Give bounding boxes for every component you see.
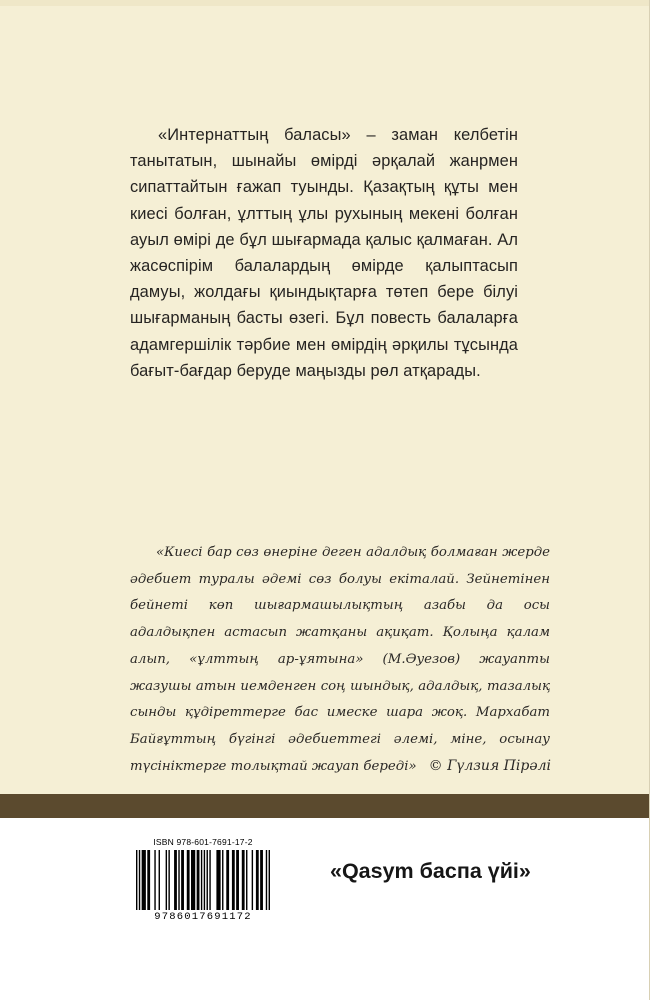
barcode-bar	[142, 850, 146, 910]
barcode-bar	[187, 850, 190, 910]
barcode-bar	[232, 850, 235, 910]
barcode-digits: 9786017691172	[154, 911, 252, 923]
barcode-bar	[159, 850, 160, 910]
barcode-bar	[139, 850, 140, 910]
barcode-bar	[201, 850, 202, 910]
barcode-bar	[260, 850, 263, 910]
barcode-bars	[136, 850, 270, 910]
barcode-bar	[246, 850, 247, 910]
barcode-bar	[216, 850, 220, 910]
barcode-bar	[242, 850, 245, 910]
barcode-bar	[236, 850, 239, 910]
barcode-bar	[168, 850, 169, 910]
lower-panel	[0, 818, 650, 1000]
barcode-bar	[252, 850, 253, 910]
barcode-bar	[226, 850, 229, 910]
barcode-bar	[174, 850, 177, 910]
top-band	[0, 0, 650, 6]
barcode-bar	[154, 850, 155, 910]
barcode-bar	[222, 850, 223, 910]
isbn-barcode	[128, 836, 278, 924]
barcode-bar	[207, 850, 208, 910]
barcode-bar	[266, 850, 267, 910]
barcode-bar	[209, 850, 210, 910]
barcode-bar	[178, 850, 179, 910]
publisher-name: «Qasym баспа үйі»	[330, 859, 531, 883]
book-description: «Интернаттың баласы» – заман келбетін танытатын, шынайы өмірді әрқалай жанрмен сипаттайтын ғажап туынды. Қазақтың құты мен киесі болған, ұлттың ұлы рухының мекені болған ауыл өмірі де бұл шығармада қалыс қалмаған. Ал жасөспірім балалардың өмірде қалыптасып дамуы, жолдағы қиындықтарға төтеп бере білуі шығарманың басты өзегі. Бұл повесть балаларға адамгершілік тәрбие мен өмірдің әрқилы тұсында бағыт-бағдар беруде маңызды рөл атқарады.	[130, 126, 518, 380]
barcode-bar	[181, 850, 184, 910]
barcode-bar	[191, 850, 195, 910]
isbn-label: ISBN 978-601-7691-17-2	[153, 837, 253, 847]
quote-author: © Гүлзия Пірәлі	[428, 758, 551, 774]
barcode-bar	[269, 850, 270, 910]
barcode-bar	[197, 850, 200, 910]
review-quote: «Киесі бар сөз өнеріне деген адалдық болмаған жерде әдебиет туралы әдемі сөз болуы екіталай. Зейнетінен бейнеті көп шығармашылықтың азабы да осы адалдықпен астасып жатқаны ақиқат. Қолыңа қалам алып, «ұлттың ар-ұятына» (М.Әуезов) жауапты жазушы атын иемденген соң шындық, адалдық, тазалық сынды құдіреттерге бас имеске шара жоқ. Мархабат Байғұттың бүгінгі әдебиеттегі әлемі, міне, осынау түсініктерге толықтай жауап береді»	[130, 545, 550, 774]
barcode-bar	[166, 850, 167, 910]
brown-divider-bar	[0, 794, 650, 818]
barcode-bar	[256, 850, 259, 910]
barcode-bar	[147, 850, 150, 910]
barcode-bar	[204, 850, 205, 910]
barcode-bar	[136, 850, 137, 910]
